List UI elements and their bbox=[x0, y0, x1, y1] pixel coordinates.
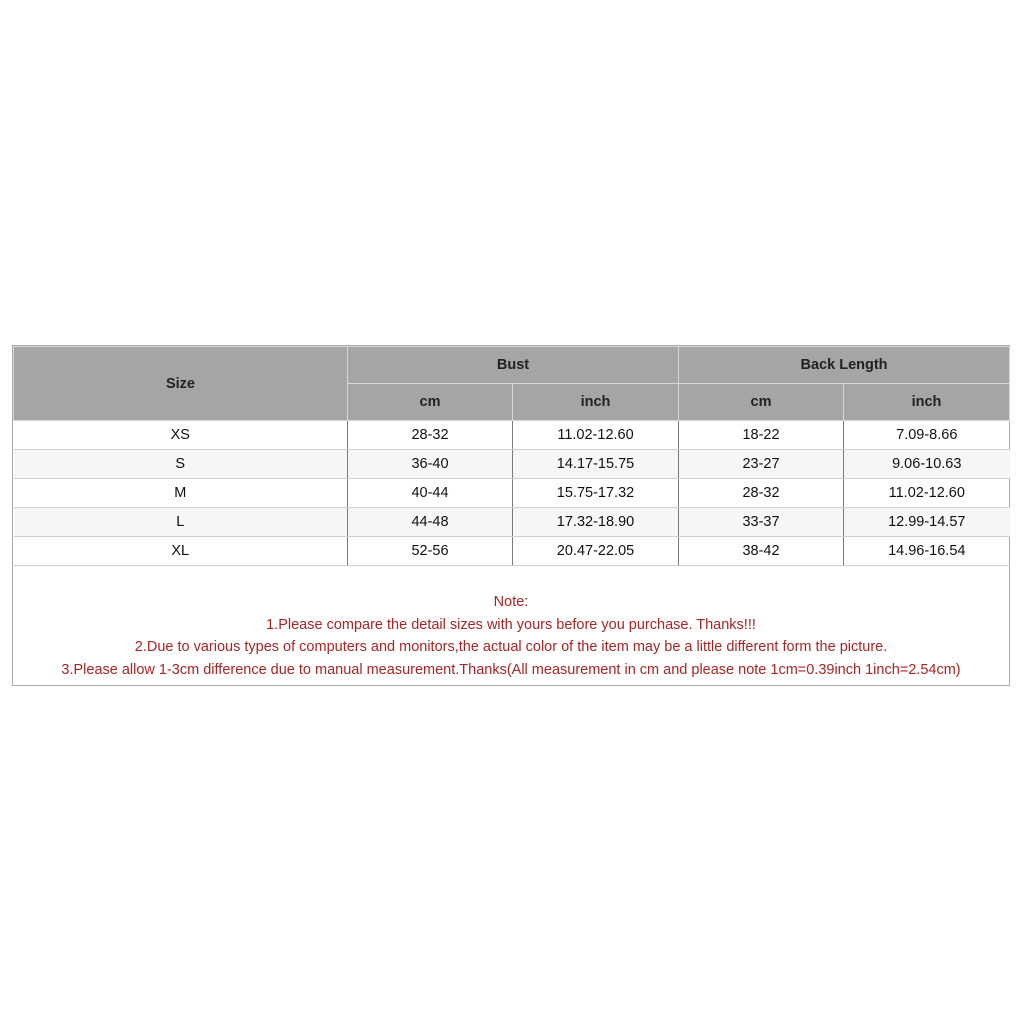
back-length-group-header: Back Length bbox=[679, 347, 1010, 384]
bust-cm-cell: 36-40 bbox=[348, 450, 513, 479]
size-cell: XS bbox=[14, 421, 348, 450]
bust-inch-cell: 15.75-17.32 bbox=[513, 479, 679, 508]
table-row bbox=[14, 421, 1010, 450]
table-row bbox=[14, 450, 1010, 479]
back-length-inch-header: inch bbox=[844, 384, 1010, 421]
bust-inch-cell: 14.17-15.75 bbox=[513, 450, 679, 479]
size-cell: XL bbox=[14, 537, 348, 566]
bust-cm-cell: 40-44 bbox=[348, 479, 513, 508]
note-title: Note: bbox=[493, 594, 529, 610]
back-length-inch-cell: 11.02-12.60 bbox=[844, 479, 1010, 508]
table-row bbox=[14, 479, 1010, 508]
size-cell: S bbox=[14, 450, 348, 479]
table-row bbox=[14, 537, 1010, 566]
bust-inch-header: inch bbox=[513, 384, 679, 421]
bust-inch-cell: 20.47-22.05 bbox=[513, 537, 679, 566]
note-line-2: 2.Due to various types of computers and monitors,the actual color of the item may be a little different form the picture. bbox=[134, 639, 888, 655]
bust-cm-cell: 28-32 bbox=[348, 421, 513, 450]
note-line-1: 1.Please compare the detail sizes with yours before you purchase. Thanks!!! bbox=[266, 616, 756, 633]
back-length-inch-cell: 7.09-8.66 bbox=[844, 421, 1010, 450]
bust-cm-cell: 52-56 bbox=[348, 537, 513, 566]
note-line-3: 3.Please allow 1-3cm difference due to manual measurement.Thanks(All measurement in cm and please note 1cm=0.39inch 1inch=2.54cm) bbox=[61, 661, 961, 678]
back-length-cm-header: cm bbox=[679, 384, 844, 421]
size-cell: M bbox=[14, 479, 348, 508]
back-length-cm-cell: 28-32 bbox=[679, 479, 844, 508]
back-length-cm-cell: 38-42 bbox=[679, 537, 844, 566]
size-column-header: Size bbox=[14, 347, 348, 421]
bust-inch-cell: 17.32-18.90 bbox=[513, 508, 679, 537]
bust-group-header: Bust bbox=[348, 347, 679, 384]
back-length-cm-cell: 33-37 bbox=[679, 508, 844, 537]
back-length-cm-cell: 18-22 bbox=[679, 421, 844, 450]
table-row bbox=[14, 508, 1010, 537]
back-length-cm-cell: 23-27 bbox=[679, 450, 844, 479]
bust-inch-cell: 11.02-12.60 bbox=[513, 421, 679, 450]
back-length-inch-cell: 14.96-16.54 bbox=[844, 537, 1010, 566]
notes-section bbox=[13, 566, 1009, 685]
size-chart bbox=[12, 345, 1010, 686]
back-length-inch-cell: 9.06-10.63 bbox=[844, 450, 1010, 479]
bust-cm-cell: 44-48 bbox=[348, 508, 513, 537]
size-table bbox=[13, 346, 1010, 566]
back-length-inch-cell: 12.99-14.57 bbox=[844, 508, 1010, 537]
size-cell: L bbox=[14, 508, 348, 537]
bust-cm-header: cm bbox=[348, 384, 513, 421]
